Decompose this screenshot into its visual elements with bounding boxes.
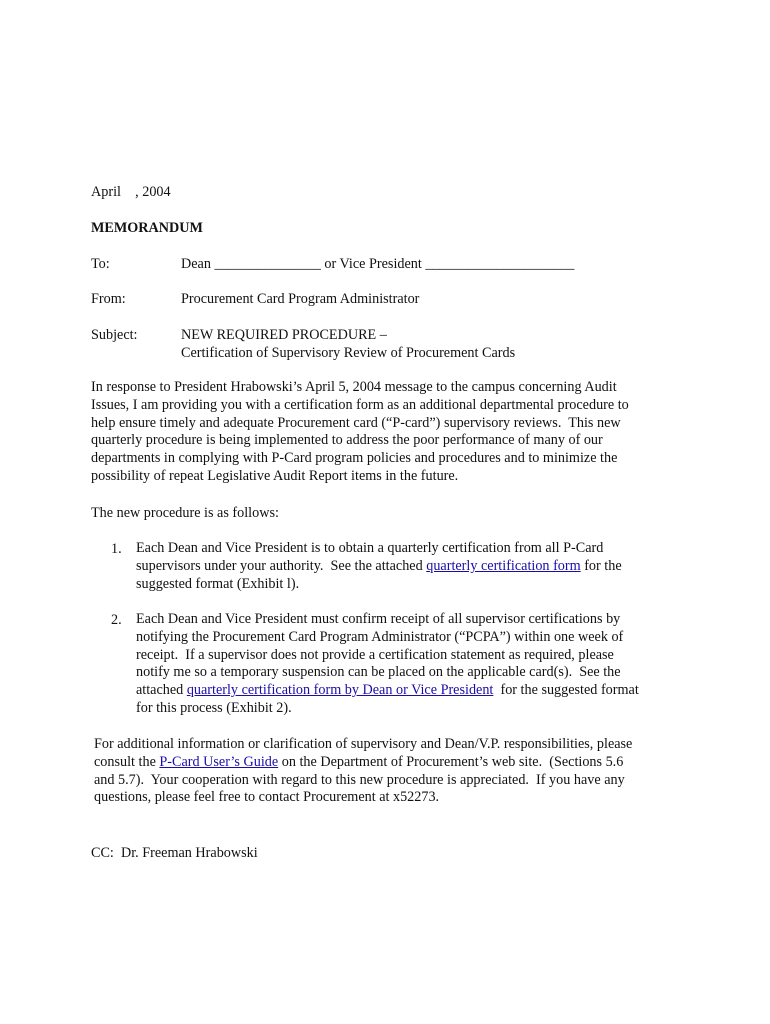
closing-paragraph [94,736,674,807]
item-1-number: 1. [111,541,122,557]
from-value: Procurement Card Program Administrator [181,291,420,307]
intro-line: Issues, I am providing you with a certification form as an additional departmental procedure to [91,396,629,413]
closing-line: questions, please feel free to contact Procurement at x52273. [94,789,440,806]
item-2 [136,611,681,718]
intro-line: quarterly procedure is being implemented to address the poor performance of many of our [91,432,603,449]
closing-line: and 5.7). Your cooperation with regard to this new procedure is appreciated. If you have any [94,771,625,788]
to-label: To: [91,256,110,272]
dean-vp-certification-form-link[interactable]: quarterly certification form by Dean or Vice President [186,682,494,699]
pcard-users-guide-link[interactable]: P-Card User’s Guide [159,753,279,770]
closing-line: consult the P-Card User’s Guide on the Department of Procurement’s web site. (Sections 5.6 [94,753,624,770]
cc-line: CC: Dr. Freeman Hrabowski [91,845,258,861]
item-1-line: supervisors under your authority. See the attached quarterly certification form for the [136,557,622,574]
subject-label: Subject: [91,327,138,343]
intro-paragraph [91,379,671,486]
subject-line-1: NEW REQUIRED PROCEDURE – [181,327,387,343]
item-2-line: receipt. If a supervisor does not provide a certification statement as required, please [136,646,614,663]
intro-line: departments in complying with P-Card program policies and procedures and to minimize the [91,450,618,467]
from-label: From: [91,291,126,307]
item-2-number: 2. [111,612,122,628]
to-value: Dean _______________ or Vice President _____________________ [181,256,575,272]
closing-line: For additional information or clarification of supervisory and Dean/V.P. responsibilities, please [94,736,633,752]
item-1 [136,540,681,593]
intro-line: help ensure timely and adequate Procurement card (“P-card”) supervisory reviews. This new [91,414,621,431]
procedure-intro: The new procedure is as follows: [91,505,279,521]
item-1-line: Each Dean and Vice President is to obtain a quarterly certification from all P-Card [136,540,604,556]
intro-line: In response to President Hrabowski’s April 5, 2004 message to the campus concerning Audit [91,379,617,395]
item-2-line: notifying the Procurement Card Program Administrator (“PCPA”) within one week of [136,628,624,645]
memo-date: April , 2004 [91,184,171,200]
item-2-line: for this process (Exhibit 2). [136,699,292,716]
item-2-line: attached quarterly certification form by Dean or Vice President for the suggested format [136,682,639,699]
item-1-line: suggested format (Exhibit l). [136,575,300,592]
item-2-line: notify me so a temporary suspension can be placed on the applicable card(s). See the [136,664,621,681]
intro-line: possibility of repeat Legislative Audit Report items in the future. [91,467,459,484]
memo-heading: MEMORANDUM [91,220,203,236]
item-2-line: Each Dean and Vice President must confirm receipt of all supervisor certifications by [136,611,621,627]
subject-line-2: Certification of Supervisory Review of Procurement Cards [181,345,516,361]
quarterly-certification-form-link[interactable]: quarterly certification form [426,557,581,574]
